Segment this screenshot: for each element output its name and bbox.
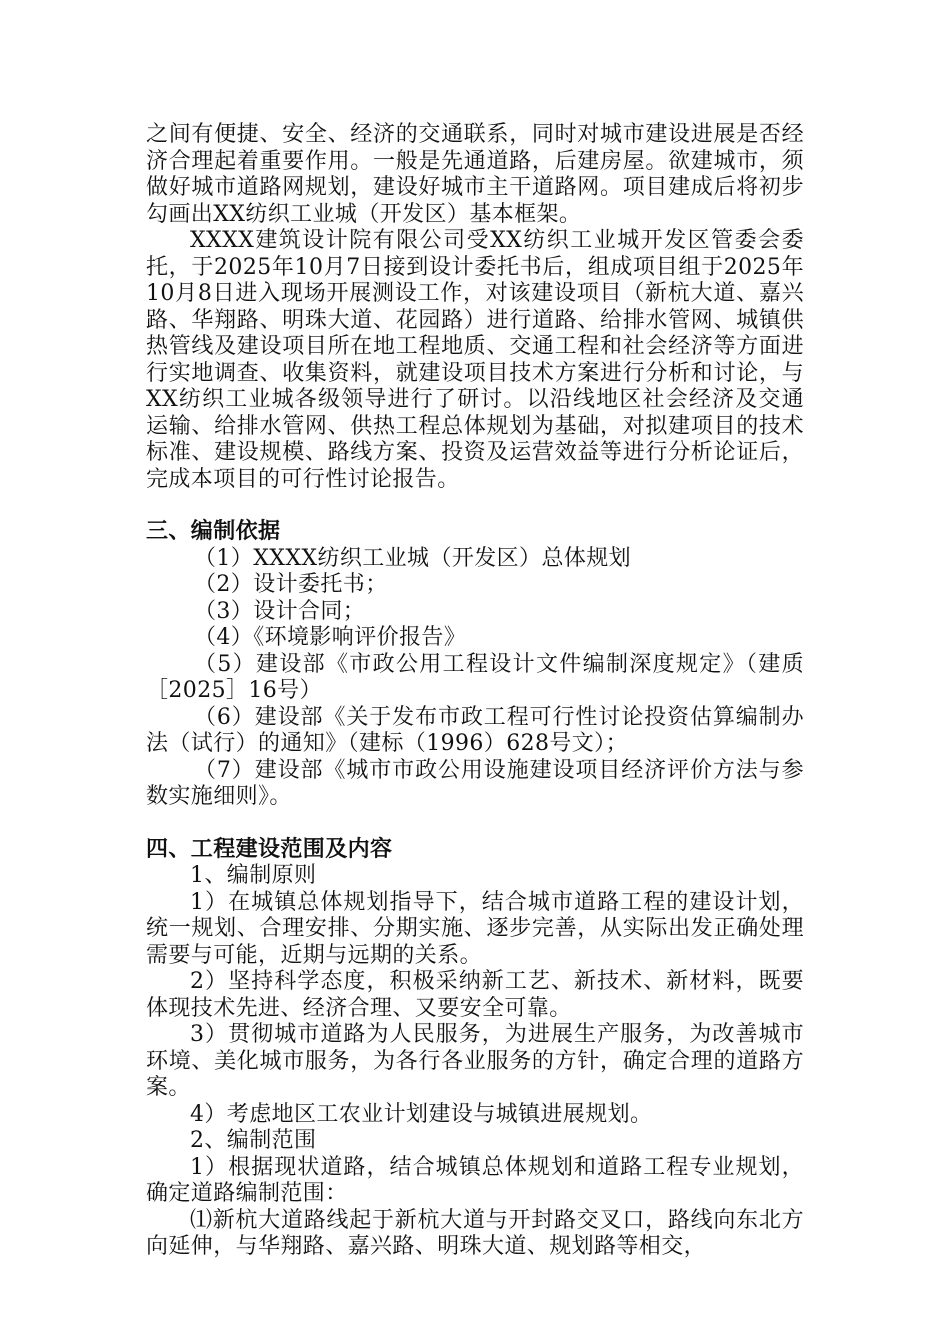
principle-2: 2）坚持科学态度，积极采纳新工艺、新技术、新材料，既要体现技术先进、经济合理、又要安全可靠。	[146, 969, 804, 1021]
spacer	[146, 493, 804, 519]
intro-paragraph-2: XXXX建筑设计院有限公司受XX纺织工业城开发区管委会委托，于2025年10月7日接到设计委托书后，组成项目组于2025年10月8日进入现场开展测设工作，对该建设项目（新杭大道、嘉兴路、华翔路、明珠大道、花园路）进行道路、给排水管网、城镇供热管线及建设项目所在地工程地质、交通工程和社会经济等方面进行实地调查、收集资料，就建设项目技术方案进行分析和讨论，与XX纺织工业城各级领导进行了研讨。以沿线地区社会经济及交通运输、给排水管网、供热工程总体规划为基础，对拟建项目的技术标准、建设规模、路线方案、投资及运营效益等进行分析论证后，完成本项目的可行性讨论报告。	[146, 228, 804, 492]
basis-item-3: （3）设计合同；	[194, 598, 366, 624]
basis-item-1: （1）XXXX纺织工业城（开发区）总体规划	[194, 545, 632, 571]
basis-item-5: （5）建设部《市政公用工程设计文件编制深度规定》（建质［2025］16号）	[146, 651, 804, 703]
scope-paragraph-1: 1）根据现状道路，结合城镇总体规划和道路工程专业规划，确定道路编制范围：	[146, 1154, 804, 1206]
subsection-heading-scope: 2、编制范围	[190, 1128, 317, 1153]
principle-4: 4）考虑地区工农业计划建设与城镇进展规划。	[190, 1101, 653, 1127]
scope-paragraph-2: ⑴新杭大道路线起于新杭大道与开封路交叉口，路线向东北方向延伸，与华翔路、嘉兴路、明珠大道、规划路等相交，	[146, 1207, 804, 1259]
basis-item-6: （6）建设部《关于发布市政工程可行性讨论投资估算编制办法（试行）的通知》（建标（1996）628号文）；	[146, 704, 804, 756]
basis-item-7: （7）建设部《城市市政公用设施建设项目经济评价方法与参数实施细则》。	[146, 757, 804, 809]
basis-item-4: （4）《环境影响评价报告》	[194, 625, 467, 650]
intro-paragraph-1: 之间有便捷、安全、经济的交通联系，同时对城市建设进展是否经济合理起着重要作用。一般是先通道路，后建房屋。欲建城市，须做好城市道路网规划，建设好城市主干道路网。项目建成后将初步勾画出XX纺织工业城（开发区）基本框架。	[146, 122, 804, 227]
section-3-heading: 三、编制依据	[146, 519, 281, 544]
section-4-heading: 四、工程建设范围及内容	[146, 836, 393, 862]
basis-item-2: （2）设计委托书；	[194, 572, 388, 597]
spacer	[146, 811, 804, 837]
principle-1: 1）在城镇总体规划指导下，结合城市道路工程的建设计划，统一规划、合理安排、分期实施、逐步完善，从实际出发正确处理需要与可能，近期与远期的关系。	[146, 889, 804, 968]
subsection-heading-principles: 1、编制原则	[190, 863, 317, 888]
principle-3: 3）贯彻城市道路为人民服务，为进展生产服务，为改善城市环境、美化城市服务，为各行各业服务的方针，确定合理的道路方案。	[146, 1022, 804, 1100]
